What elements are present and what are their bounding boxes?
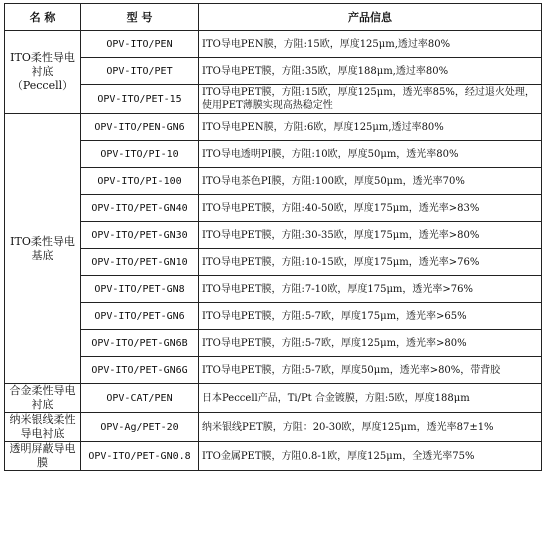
header-name: 名 称 (5, 4, 81, 31)
table-row (5, 58, 542, 85)
model-cell: OPV-ITO/PET-GN40 (81, 195, 199, 222)
table-row (5, 31, 542, 58)
table-row (5, 195, 542, 222)
info-cell: ITO导电PEN膜，方阻:6欧，厚度125μm,透过率80% (199, 114, 542, 141)
model-cell: OPV-ITO/PET-GN6G (81, 357, 199, 384)
info-cell: ITO导电茶色PI膜，方阻:100欧，厚度50μm，透光率70% (199, 168, 542, 195)
table-row (5, 141, 542, 168)
info-cell: ITO导电PET膜，方阻:15欧，厚度125μm，透光率85%，经过退火处理，使用PET薄膜实现高热稳定性 (199, 85, 542, 114)
model-cell: OPV-ITO/PET (81, 58, 199, 85)
model-cell: OPV-ITO/PEN (81, 31, 199, 58)
model-cell: OPV-ITO/PET-GN8 (81, 276, 199, 303)
info-cell: ITO导电PET膜，方阻:5-7欧，厚度175μm，透光率>65% (199, 303, 542, 330)
table-row (5, 442, 542, 471)
info-cell: ITO导电PEN膜，方阻:15欧，厚度125μm,透过率80% (199, 31, 542, 58)
group-name: 合金柔性导电衬底 (5, 384, 81, 413)
model-cell: OPV-CAT/PEN (81, 384, 199, 413)
table-row (5, 330, 542, 357)
model-cell: OPV-ITO/PEN-GN6 (81, 114, 199, 141)
header-model: 型 号 (81, 4, 199, 31)
table-row (5, 276, 542, 303)
table-row (5, 168, 542, 195)
table-row (5, 85, 542, 114)
info-cell: 纳米银线PET膜，方阻：20-30欧，厚度125μm，透光率87±1% (199, 413, 542, 442)
table-row (5, 303, 542, 330)
header-info: 产品信息 (199, 4, 542, 31)
table-row (5, 249, 542, 276)
table-row (5, 357, 542, 384)
table-row (5, 413, 542, 442)
info-cell: ITO导电PET膜，方阻:5-7欧，厚度50μm，透光率>80%，带背胶 (199, 357, 542, 384)
info-cell: ITO导电PET膜，方阻:5-7欧，厚度125μm，透光率>80% (199, 330, 542, 357)
table-row (5, 384, 542, 413)
info-cell: ITO导电透明PI膜，方阻:10欧，厚度50μm，透光率80% (199, 141, 542, 168)
table-header-row (5, 4, 542, 31)
model-cell: OPV-ITO/PI-100 (81, 168, 199, 195)
group-name: ITO柔性导电衬底（Peccell） (5, 31, 81, 114)
info-cell: 日本Peccell产品，Ti/Pt 合金镀膜，方阻:5欧，厚度188μm (199, 384, 542, 413)
model-cell: OPV-ITO/PET-GN6 (81, 303, 199, 330)
model-cell: OPV-ITO/PET-GN10 (81, 249, 199, 276)
product-table-wrapper (4, 3, 541, 471)
model-cell: OPV-ITO/PET-GN30 (81, 222, 199, 249)
info-cell: ITO导电PET膜，方阻:35欧，厚度188μm,透过率80% (199, 58, 542, 85)
info-cell: ITO导电PET膜，方阻:30-35欧，厚度175μm，透光率>80% (199, 222, 542, 249)
table-row (5, 114, 542, 141)
model-cell: OPV-ITO/PI-10 (81, 141, 199, 168)
info-cell: ITO导电PET膜，方阻:7-10欧，厚度175μm，透光率>76% (199, 276, 542, 303)
group-name: ITO柔性导电基底 (5, 114, 81, 384)
table-row (5, 222, 542, 249)
info-cell: ITO金属PET膜，方阻0.8-1欧，厚度125μm，全透光率75% (199, 442, 542, 471)
model-cell: OPV-ITO/PET-GN0.8 (81, 442, 199, 471)
group-name: 透明屏蔽导电膜 (5, 442, 81, 471)
model-cell: OPV-ITO/PET-15 (81, 85, 199, 114)
product-table (4, 3, 542, 471)
group-name: 纳米银线柔性导电衬底 (5, 413, 81, 442)
info-cell: ITO导电PET膜，方阻:40-50欧，厚度175μm，透光率>83% (199, 195, 542, 222)
model-cell: OPV-Ag/PET-20 (81, 413, 199, 442)
model-cell: OPV-ITO/PET-GN6B (81, 330, 199, 357)
info-cell: ITO导电PET膜，方阻:10-15欧，厚度175μm，透光率>76% (199, 249, 542, 276)
